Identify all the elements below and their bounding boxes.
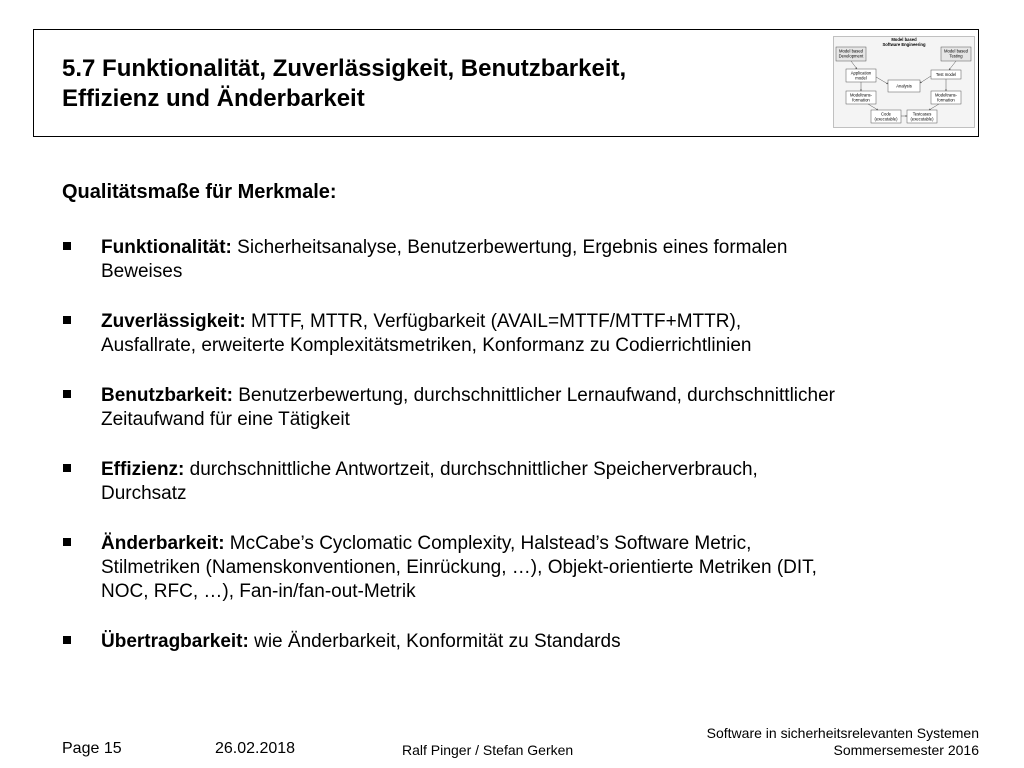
svg-text:Test model: Test model xyxy=(935,72,957,77)
list-item-aenderbarkeit xyxy=(62,532,1002,604)
svg-text:Modeltrans-: Modeltrans- xyxy=(849,92,873,98)
svg-text:Development: Development xyxy=(838,53,864,59)
svg-text:Application: Application xyxy=(850,70,872,76)
slide-title-line-2: Effizienz und Änderbarkeit xyxy=(62,85,365,112)
diagram-center-label-1: Model based xyxy=(891,37,917,42)
testcases-node xyxy=(907,110,937,123)
mbd-box xyxy=(836,47,866,61)
item-text: McCabe’s Cyclomatic Complexity, Halstead’s Software Metric, xyxy=(224,533,752,554)
item-term: Übertragbarkeit: xyxy=(101,631,249,652)
analysis-node xyxy=(888,80,920,92)
footer-course xyxy=(707,725,979,759)
square-bullet-icon xyxy=(63,390,71,398)
list-item-uebertragbarkeit xyxy=(62,630,1002,654)
square-bullet-icon xyxy=(63,316,71,324)
svg-text:Analysis: Analysis xyxy=(896,83,912,89)
metrics-list xyxy=(62,236,1002,654)
item-term: Zuverlässigkeit: xyxy=(101,311,246,332)
item-text: NOC, RFC, …), Fan-in/fan-out-Metrik xyxy=(101,581,416,602)
svg-text:Testcases: Testcases xyxy=(912,111,932,117)
item-text: Benutzerbewertung, durchschnittlicher Lernaufwand, durchschnittlicher xyxy=(232,385,835,406)
slide-title-line-1: 5.7 Funktionalität, Zuverlässigkeit, Benutzbarkeit, xyxy=(62,55,627,82)
item-text: MTTF, MTTR, Verfügbarkeit (AVAIL=MTTF/MTTF+MTTR), xyxy=(245,311,742,332)
diagram-center-label-2: Software Engineering xyxy=(882,42,926,47)
svg-text:(executable): (executable) xyxy=(874,116,898,122)
item-term: Benutzbarkeit: xyxy=(101,385,233,406)
footer-authors: Ralf Pinger / Stefan Gerken xyxy=(402,742,574,758)
page-number: Page 15 xyxy=(62,740,122,757)
list-item-zuverlaessigkeit xyxy=(62,310,1002,358)
svg-text:Model based: Model based xyxy=(944,48,968,54)
mbse-diagram xyxy=(833,36,975,128)
list-item-benutzbarkeit xyxy=(62,384,1002,432)
item-text: Ausfallrate, erweiterte Komplexitätsmetriken, Konformanz zu Codierrichtlinien xyxy=(101,335,752,356)
modeltransformation-right-node xyxy=(931,91,961,104)
modeltransformation-left-node xyxy=(846,91,876,104)
code-node xyxy=(871,110,901,123)
test-model-node xyxy=(931,70,961,79)
item-text: Sicherheitsanalyse, Benutzerbewertung, Ergebnis eines formalen xyxy=(231,237,788,258)
item-term: Funktionalität: xyxy=(101,237,232,258)
square-bullet-icon xyxy=(63,636,71,644)
svg-text:Modeltrans-: Modeltrans- xyxy=(934,92,958,98)
item-term: Effizienz: xyxy=(101,459,185,480)
item-text: wie Änderbarkeit, Konformität zu Standards xyxy=(248,631,621,652)
footer-course-title: Software in sicherheitsrelevanten Systemen xyxy=(706,725,979,741)
list-item-funktionalitaet xyxy=(62,236,1002,284)
svg-text:Testing: Testing xyxy=(949,53,963,59)
mbt-box xyxy=(941,47,971,61)
svg-text:formation: formation xyxy=(852,97,870,103)
slide-title xyxy=(62,54,782,114)
item-text: Zeitaufwand für eine Tätigkeit xyxy=(101,409,350,430)
svg-text:formation: formation xyxy=(937,97,955,103)
square-bullet-icon xyxy=(63,464,71,472)
svg-text:(executable): (executable) xyxy=(910,116,934,122)
section-heading: Qualitätsmaße für Merkmale: xyxy=(62,181,337,203)
item-text: durchschnittliche Antwortzeit, durchschnittlicher Speicherverbrauch, xyxy=(184,459,758,480)
item-text: Stilmetriken (Namenskonventionen, Einrückung, …), Objekt-orientierte Metriken (DIT, xyxy=(101,557,817,578)
application-model-node xyxy=(846,69,876,82)
item-text: Beweises xyxy=(101,261,183,282)
svg-text:model: model xyxy=(855,75,867,81)
item-term: Änderbarkeit: xyxy=(101,533,225,554)
footer-course-term: Sommersemester 2016 xyxy=(833,742,979,758)
footer-date: 26.02.2018 xyxy=(215,740,296,757)
square-bullet-icon xyxy=(63,538,71,546)
list-item-effizienz xyxy=(62,458,1002,506)
svg-text:Code: Code xyxy=(880,111,892,117)
square-bullet-icon xyxy=(63,242,71,250)
svg-text:Model based: Model based xyxy=(839,48,863,54)
item-text: Durchsatz xyxy=(101,483,187,504)
